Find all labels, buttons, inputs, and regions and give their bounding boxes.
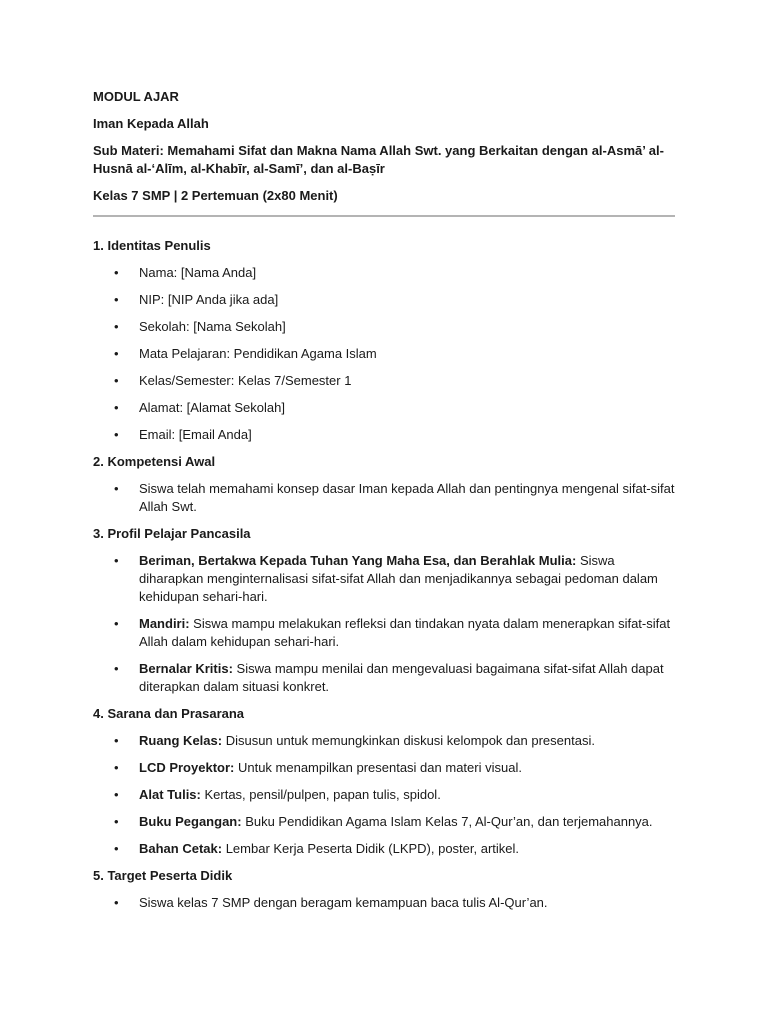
- sub-materi: Sub Materi: Memahami Sifat dan Makna Nama Allah Swt. yang Berkaitan dengan al-Asmā’ al-Husnā al-‘Alīm, al-Khabīr, al-Samī’, dan al-Baṣīr: [93, 143, 664, 176]
- list-item: • NIP: [NIP Anda jika ada]: [114, 292, 279, 307]
- list-item: • Email: [Email Anda]: [114, 427, 252, 442]
- bullet-icon: •: [114, 346, 119, 361]
- bullet-icon: •: [114, 814, 119, 829]
- doc-title: Iman Kepada Allah: [93, 116, 209, 131]
- bullet-icon: •: [114, 895, 119, 910]
- bullet-icon: •: [114, 661, 119, 676]
- bullet-icon: •: [114, 292, 119, 307]
- bullet-icon: •: [114, 481, 119, 496]
- list-item: • Bahan Cetak: Lembar Kerja Peserta Didik (LKPD), poster, artikel.: [114, 841, 520, 856]
- bullet-icon: •: [114, 616, 119, 631]
- bullet-icon: •: [114, 427, 119, 442]
- list-profil: [93, 552, 675, 696]
- list-item: • Mata Pelajaran: Pendidikan Agama Islam: [114, 346, 377, 361]
- list-kompetensi: [93, 480, 675, 516]
- section-title-kompetensi: 2. Kompetensi Awal: [93, 454, 216, 469]
- list-sarana: [93, 732, 675, 858]
- list-item: • LCD Proyektor: Untuk menampilkan presentasi dan materi visual.: [114, 760, 522, 775]
- list-item: • Ruang Kelas: Disusun untuk memungkinkan diskusi kelompok dan presentasi.: [114, 733, 595, 748]
- bullet-icon: •: [114, 400, 119, 415]
- list-item: • Sekolah: [Nama Sekolah]: [114, 319, 286, 334]
- list-item: • Buku Pegangan: Buku Pendidikan Agama Islam Kelas 7, Al-Qur’an, dan terjemahannya.: [114, 814, 653, 829]
- list-item: • Alamat: [Alamat Sekolah]: [114, 400, 285, 415]
- list-item: • Siswa kelas 7 SMP dengan beragam kemampuan baca tulis Al-Qur’an.: [114, 895, 548, 910]
- list-identitas: [93, 264, 675, 444]
- bullet-icon: •: [114, 553, 119, 568]
- bullet-icon: •: [114, 760, 119, 775]
- section-title-identitas: 1. Identitas Penulis: [93, 238, 211, 253]
- bullet-icon: •: [114, 841, 119, 856]
- section-title-sarana: 4. Sarana dan Prasarana: [93, 706, 245, 721]
- bullet-icon: •: [114, 787, 119, 802]
- section-title-target: 5. Target Peserta Didik: [93, 868, 233, 883]
- list-target: [93, 894, 675, 912]
- class-info: Kelas 7 SMP | 2 Pertemuan (2x80 Menit): [93, 188, 338, 203]
- doc-type: MODUL AJAR: [93, 89, 179, 104]
- horizontal-divider: [93, 215, 675, 217]
- list-item: • Kelas/Semester: Kelas 7/Semester 1: [114, 373, 352, 388]
- bullet-icon: •: [114, 733, 119, 748]
- bullet-icon: •: [114, 265, 119, 280]
- section-title-profil: 3. Profil Pelajar Pancasila: [93, 526, 251, 541]
- document-body: [93, 88, 675, 921]
- list-item: • Mandiri: Siswa mampu melakukan refleksi dan tindakan nyata dalam menerapkan sifat-sifat Allah dalam kehidupan sehari-hari.: [114, 616, 671, 649]
- bullet-icon: •: [114, 319, 119, 334]
- list-item: • Alat Tulis: Kertas, pensil/pulpen, papan tulis, spidol.: [114, 787, 441, 802]
- list-item: • Siswa telah memahami konsep dasar Iman kepada Allah dan pentingnya mengenal sifat-sifat Allah Swt.: [114, 481, 675, 514]
- list-item: • Nama: [Nama Anda]: [114, 265, 257, 280]
- bullet-icon: •: [114, 373, 119, 388]
- list-item: • Bernalar Kritis: Siswa mampu menilai dan mengevaluasi bagaimana sifat-sifat Allah dapat diterapkan dalam situasi konkret.: [114, 661, 664, 694]
- list-item: • Beriman, Bertakwa Kepada Tuhan Yang Maha Esa, dan Berahlak Mulia: Siswa diharapkan menginternalisasi sifat-sifat Allah dan menjadikannya sebagai pedoman dalam kehidupan sehari-hari.: [114, 553, 658, 604]
